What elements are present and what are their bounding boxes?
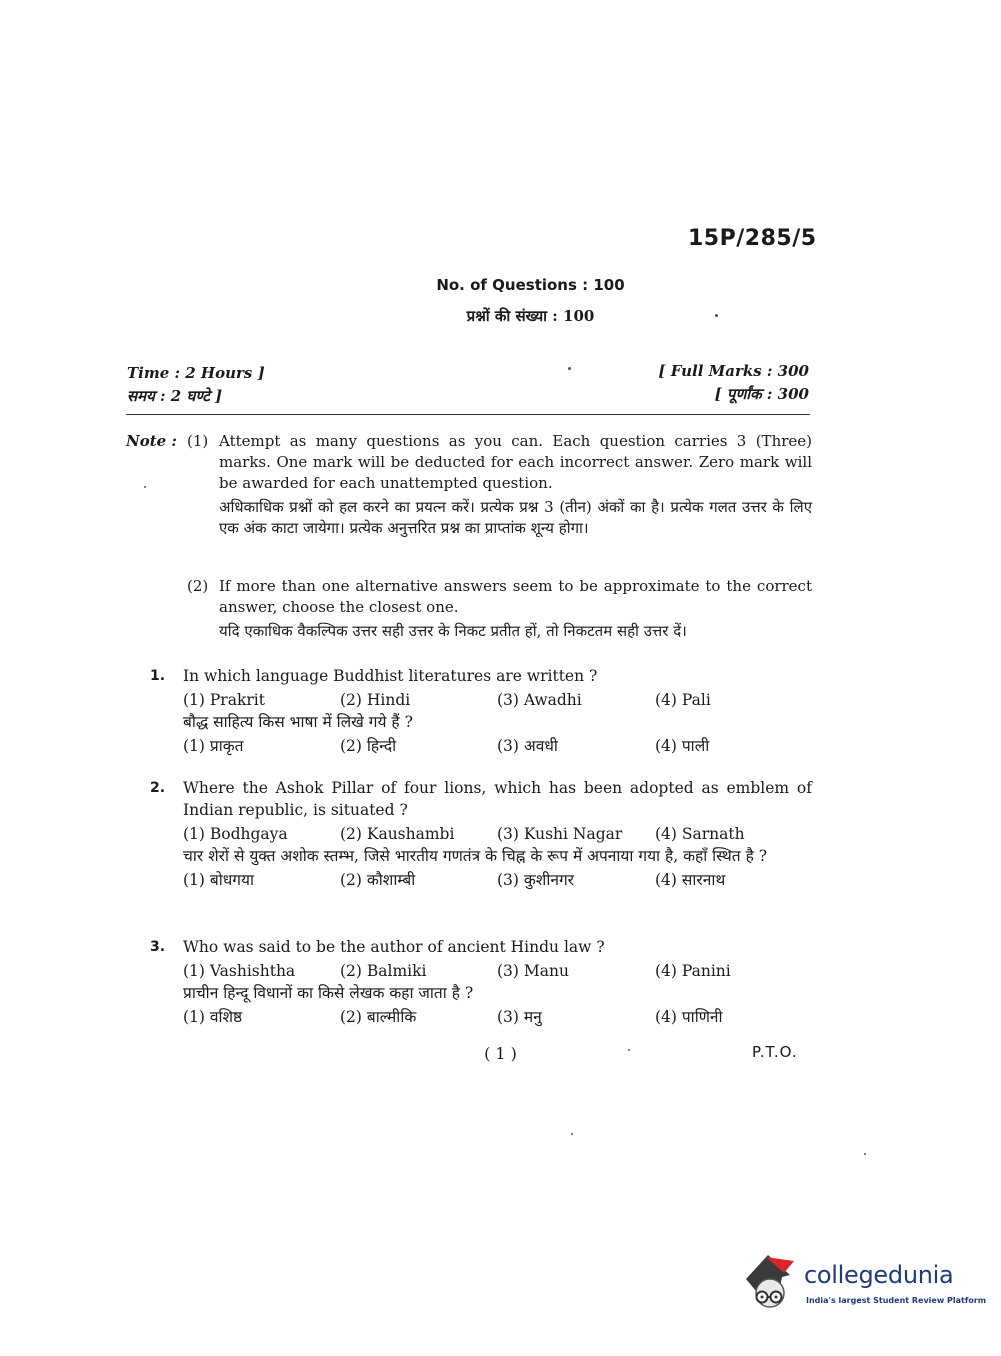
option: (3) Manu: [497, 962, 569, 980]
note-text-en: If more than one alternative answers seem to be approximate to the correct answer, choose the closest one.: [219, 577, 812, 616]
option: (1) Prakrit: [183, 691, 265, 709]
page-number: ( 1 ): [484, 1044, 517, 1063]
scan-speck: [144, 486, 146, 488]
options-hi: [183, 867, 812, 891]
num-questions-en: No. of Questions : 100: [436, 276, 625, 294]
time-hi: समय : 2 घण्टे ]: [127, 387, 223, 405]
option: (2) Kaushambi: [340, 825, 455, 843]
full-marks-hi: [ पूर्णांक : 300: [714, 385, 809, 403]
note-text-hi: अधिकाधिक प्रश्नों को हल करने का प्रयत्न करें। प्रत्येक प्रश्न 3 (तीन) अंकों का है। प्रत्येक गलत उत्तर के लिए एक अंक काटा जायेगा। प्रत्येक अनुत्तरित प्रश्न का प्राप्तांक शून्य होगा।: [219, 498, 812, 537]
full-marks-en: [ Full Marks : 300: [658, 362, 809, 380]
question-text-hi: प्राचीन हिन्दू विधानों का किसे लेखक कहा जाता है ?: [183, 984, 474, 1002]
note-text-en: Attempt as many questions as you can. Each question carries 3 (Three) marks. One mark will be deducted for each incorrect answer. Zero mark will be awarded for each unattempted question.: [219, 432, 812, 492]
logo-tagline: India's largest Student Review Platform: [806, 1296, 987, 1305]
option: (4) Sarnath: [655, 825, 745, 843]
option: (3) कुशीनगर: [497, 871, 575, 889]
question-1: [150, 665, 812, 757]
question-3: [150, 936, 812, 1028]
note-number: (2): [187, 577, 209, 595]
question-number: 2.: [150, 780, 166, 796]
option: (4) Pali: [655, 691, 711, 709]
option: (2) हिन्दी: [340, 737, 397, 755]
question-number: 3.: [150, 939, 166, 955]
scan-speck: [864, 1153, 866, 1155]
option: (2) कौशाम्बी: [340, 871, 416, 889]
logo-name: collegedunia: [804, 1261, 954, 1289]
option: (3) मनु: [497, 1008, 542, 1026]
question-number: 1.: [150, 668, 166, 684]
note-text-hi: यदि एकाधिक वैकल्पिक उत्तर सही उत्तर के निकट प्रतीत हों, तो निकटतम सही उत्तर दें।: [219, 622, 687, 640]
question-text-hi: बौद्ध साहित्य किस भाषा में लिखे गये हैं ?: [183, 713, 413, 731]
option: (1) वशिष्ठ: [183, 1008, 243, 1026]
options-en: [183, 958, 812, 982]
time-en: Time : 2 Hours ]: [127, 364, 265, 382]
option: (2) Balmiki: [340, 962, 427, 980]
note-label: Note :: [126, 432, 177, 450]
divider: [126, 414, 810, 415]
option: (3) Kushi Nagar: [497, 825, 623, 843]
option: (2) Hindi: [340, 691, 411, 709]
option: (4) पाणिनी: [655, 1008, 723, 1026]
option: (3) अवधी: [497, 737, 558, 755]
note-2: [187, 576, 812, 642]
num-questions-hi: प्रश्नों की संख्या : 100: [466, 307, 595, 325]
question-text-en: Who was said to be the author of ancient Hindu law ?: [183, 938, 605, 956]
option: (3) Awadhi: [497, 691, 582, 709]
option: (1) Vashishtha: [183, 962, 296, 980]
question-2: [150, 777, 812, 891]
scan-speck: [571, 1133, 573, 1135]
paper-code: 15P/285/5: [688, 226, 817, 251]
question-text-en: Where the Ashok Pillar of four lions, which has been adopted as emblem of Indian republic, is situated ?: [183, 779, 812, 819]
options-en: [183, 687, 812, 711]
option: (4) सारनाथ: [655, 871, 726, 889]
question-text-hi: चार शेरों से युक्त अशोक स्तम्भ, जिसे भारतीय गणतंत्र के चिह्न के रूप में अपनाया गया है, कहाँ स्थित है ?: [183, 847, 768, 865]
pto-label: P.T.O.: [752, 1043, 798, 1061]
option: (1) बोधगया: [183, 871, 255, 889]
option: (1) प्राकृत: [183, 737, 244, 755]
option: (4) पाली: [655, 737, 710, 755]
note-number: (1): [187, 432, 209, 450]
scan-speck: [628, 1049, 630, 1051]
scan-speck: [715, 314, 718, 317]
options-hi: [183, 733, 812, 757]
options-en: [183, 821, 812, 845]
note-1: [187, 431, 812, 539]
option: (2) बाल्मीकि: [340, 1008, 417, 1026]
options-hi: [183, 1004, 812, 1028]
option: (4) Panini: [655, 962, 731, 980]
question-text-en: In which language Buddhist literatures are written ?: [183, 667, 598, 685]
scan-speck: [568, 367, 571, 370]
option: (1) Bodhgaya: [183, 825, 288, 843]
